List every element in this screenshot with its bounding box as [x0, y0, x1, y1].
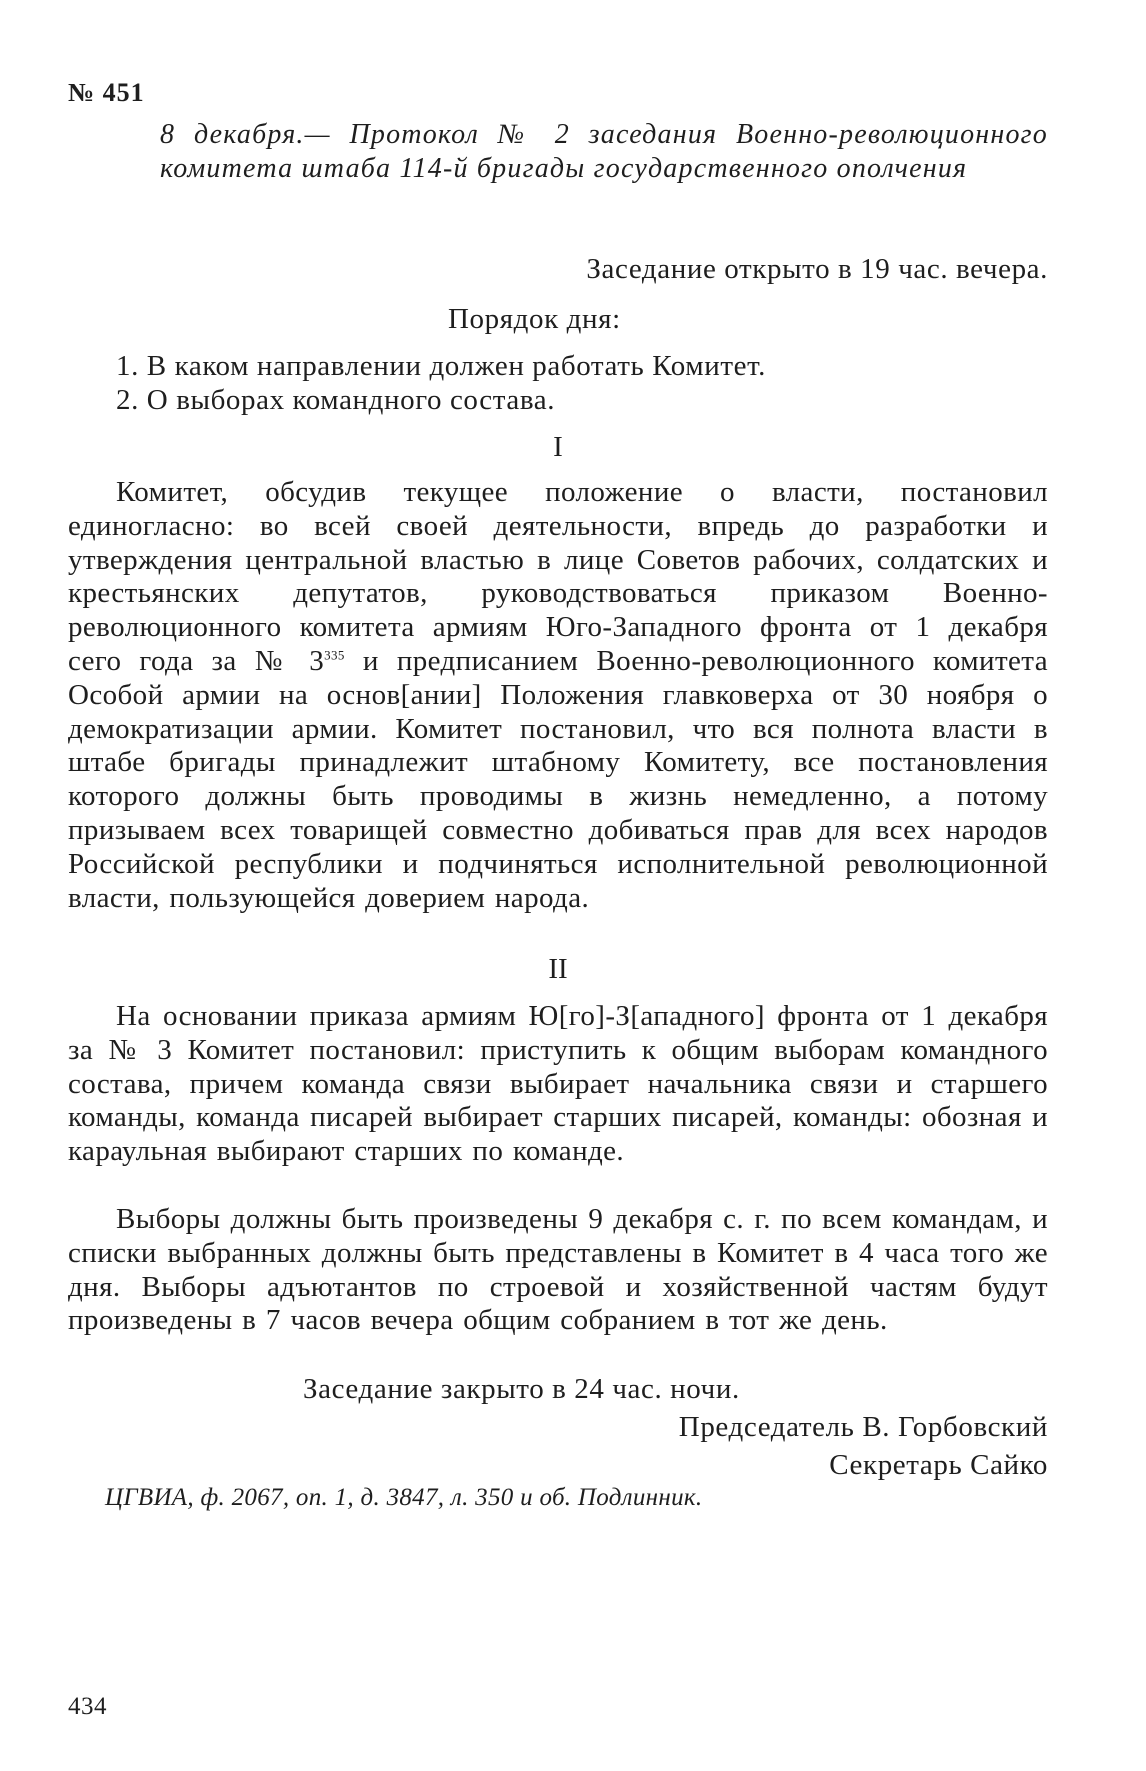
section-2-paragraph-1: На основании приказа армиям Ю[го]-З[ападного] фронта от 1 декабря за № 3 Комитет постановил: приступить к общим выборам командного состава, причем команда связи выбирает начальника связи и старшего команды, команда писарей выбирает старших писарей, команды: обозная и караульная выбирают старших по команде. — [68, 1000, 1048, 1168]
section-1-paragraph — [68, 476, 1048, 915]
footnote-reference: 335 — [324, 647, 345, 663]
closing-line: Заседание закрыто в 24 час. ночи. — [303, 1373, 740, 1405]
archive-source: ЦГВИА, ф. 2067, оп. 1, д. 3847, л. 350 и об. Подлинник. — [105, 1484, 703, 1511]
secretary-signature: Секретарь Сайко — [829, 1449, 1048, 1481]
opening-line: Заседание открыто в 19 час. вечера. — [586, 253, 1048, 285]
chairman-signature: Председатель В. Горбовский — [678, 1411, 1048, 1443]
section-2-paragraph-2: Выборы должны быть произведены 9 декабря с. г. по всем командам, и списки выбранных должны быть представлены в Комитет в 4 часа того же дня. Выборы адъютантов по строевой и хозяйственной частям будут произведены в 7 часов вечера общим собранием в тот же день. — [68, 1203, 1048, 1337]
agenda-heading: Порядок дня: — [448, 303, 621, 335]
page-number: 434 — [68, 1693, 107, 1720]
agenda-item-2: 2. О выборах командного состава. — [116, 384, 556, 416]
document-number: № 451 — [68, 78, 145, 107]
section-1-numeral: I — [553, 431, 563, 463]
document-title: 8 декабря.— Протокол № 2 заседания Военно-революционного комитета штаба 114-й бригады государственного ополчения — [160, 119, 1048, 184]
section-2-numeral: II — [548, 953, 568, 985]
section-1-text-part-1: Комитет, обсудив текущее положение о власти, постановил единогласно: во всей своей деятельности, впредь до разработки и утверждения центральной властью в лице Советов рабочих, солдатских и крестьянских депутатов, руководствоваться приказом Военно-революционного комитета армиям Юго-Западного фронта от 1 декабря сего года за № 3 — [68, 476, 1048, 677]
agenda-item-1: 1. В каком направлении должен работать Комитет. — [116, 350, 767, 382]
section-1-text-part-2: и предписанием Военно-революционного комитета Особой армии на основ[ании] Положения главковерха от 30 ноября о демократизации армии. Комитет постановил, что вся полнота власти в штабе бригады принадлежит штабному Комитету, все постановления которого должны быть проводимы в жизнь немедленно, а потому призываем всех товарищей совместно добиваться прав для всех народов Российской республики и подчиняться исполнительной революционной власти, пользующейся доверием народа. — [68, 644, 1048, 914]
